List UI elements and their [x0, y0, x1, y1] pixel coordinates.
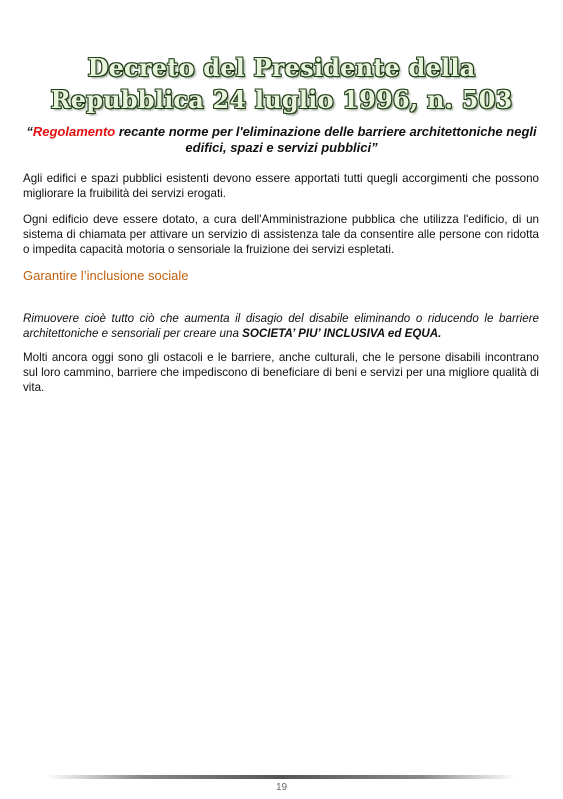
paragraph-2: Ogni edificio deve essere dotato, a cura dell'Amministrazione pubblica che utilizza l'edificio, di un sistema di chiamata per attivare un servizio di assistenza tale da consentire alle persone con ridotta o impedita capacità motoria o sensoriale la fruizione dei servizi espletati.	[23, 213, 539, 256]
subtitle-rest: recante norme per l'eliminazione delle barriere architettoniche negli edifici, spazi e servizi pubblici”	[115, 124, 537, 155]
subtitle-highlight: Regolamento	[32, 124, 116, 139]
footer-divider	[46, 775, 516, 779]
section-heading: Garantire l’inclusione sociale	[23, 268, 189, 283]
paragraph-3-bold: SOCIETA’ PIU’ INCLUSIVA ed EQUA.	[242, 327, 442, 340]
page-number: 19	[275, 782, 288, 793]
paragraph-1: Agli edifici e spazi pubblici esistenti devono essere apportati tutti quegli accorgimenti che possono migliorare la fruibilità dei servizi erogati.	[23, 172, 539, 200]
subtitle	[22, 124, 541, 156]
paragraph-3	[23, 311, 539, 341]
paragraph-3-text: Rimuovere cioè tutto ciò che aumenta il disagio del disabile eliminando o riducendo le barriere architettoniche e sensoriali per creare una	[23, 312, 539, 340]
subtitle-open-quote: “	[26, 124, 33, 139]
paragraph-4: Molti ancora oggi sono gli ostacoli e le barriere, anche culturali, che le persone disabili incontrano sul loro cammino, barriere che impediscono di beneficiare di beni e servizi per una migliore qualità di vita.	[23, 351, 539, 394]
page-title: Decreto del Presidente della Repubblica 24 luglio 1996, n. 503	[50, 53, 513, 114]
